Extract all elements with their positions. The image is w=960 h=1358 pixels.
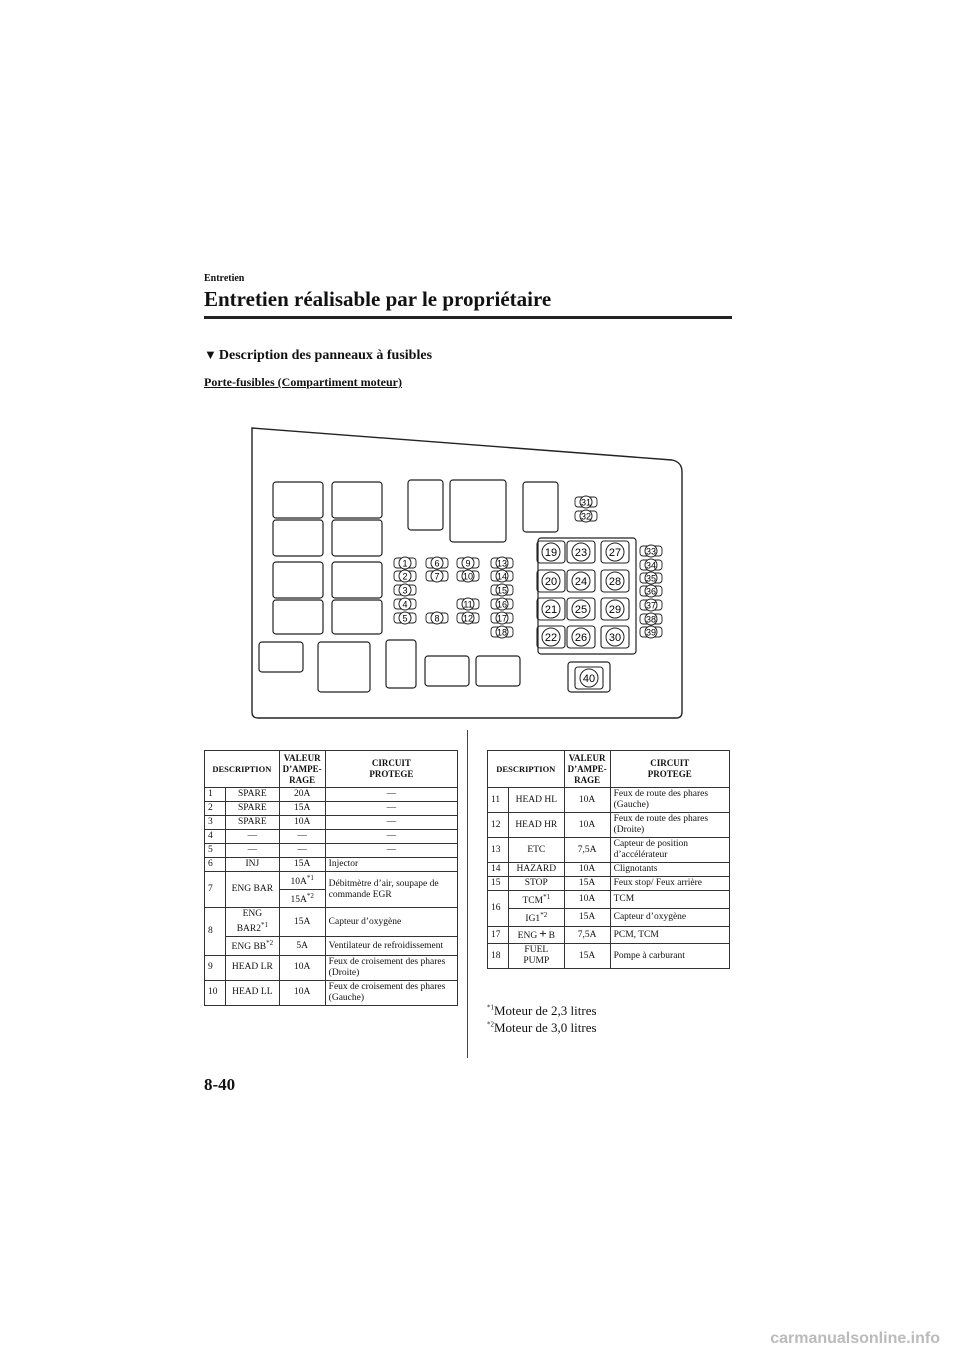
footnote-1: $^{*1}$Moteur de 2,3 litres — [487, 1003, 597, 1018]
table-row: 5 — — — — [205, 844, 458, 858]
fuse-slot-29 — [601, 598, 629, 620]
fuse-slot-18 — [491, 626, 513, 638]
fuse-label: 31 — [580, 497, 592, 508]
table-row: 10 HEAD LL 10A Feux de croisement des phares (Gauche) — [205, 980, 458, 1005]
table-header-row — [205, 751, 458, 788]
triangle-down-icon: ▼ — [204, 347, 217, 362]
column-divider — [467, 730, 468, 1058]
fuse-slot-33 — [640, 545, 662, 557]
header-description: DESCRIPTION — [205, 751, 280, 788]
fuse-slot-12 — [457, 612, 479, 624]
fuse-slot-36 — [640, 585, 662, 597]
fuse-slot-34 — [640, 559, 662, 571]
fuse-label: 19 — [544, 547, 558, 559]
fuse-slot-28 — [601, 570, 629, 592]
fuse-label: 18 — [496, 627, 508, 638]
fuse-label: 27 — [608, 547, 622, 559]
fuse-slot-1 — [394, 557, 416, 569]
fuse-label: 23 — [574, 547, 588, 559]
table-row: 1 SPARE 20A — — [205, 788, 458, 802]
fuse-label: 22 — [544, 632, 558, 644]
fuse-label: 14 — [496, 571, 508, 582]
fuse-slot-6 — [426, 557, 448, 569]
fuse-label: 26 — [574, 632, 588, 644]
fuse-label: 36 — [645, 586, 657, 597]
fuse-slot-39 — [640, 626, 662, 638]
fuse-label: 4 — [402, 599, 408, 610]
fuse-slot-15 — [491, 584, 513, 596]
subheading-text: Description des panneaux à fusibles — [218, 348, 433, 363]
fuse-label: 24 — [574, 576, 588, 588]
fuse-slot-19 — [537, 541, 565, 563]
table-row: 16 TCM$^{*1}$ 10A TCM — [488, 891, 730, 909]
fuse-label: 6 — [434, 558, 440, 569]
fuse-label: 39 — [645, 627, 657, 638]
fuse-label: 7 — [434, 571, 440, 582]
fuse-label: 21 — [544, 604, 558, 616]
fuse-label: 38 — [645, 614, 657, 625]
fuse-slot-3 — [394, 584, 416, 596]
fuse-slot-30 — [601, 626, 629, 648]
fuse-table-right — [487, 750, 730, 969]
fuse-slot-10 — [457, 570, 479, 582]
fuse-label: 10 — [462, 571, 474, 582]
fuse-label: 32 — [580, 511, 592, 522]
fuse-label: 9 — [465, 558, 471, 569]
header-description: DESCRIPTION — [488, 751, 565, 788]
table-row: 6 INJ 15A Injector — [205, 858, 458, 872]
fuse-label: 16 — [496, 599, 508, 610]
fuse-label: 40 — [582, 673, 596, 685]
fuse-label: 17 — [496, 613, 508, 624]
fuse-slot-40 — [575, 667, 603, 689]
watermark: carmanualsonline.info — [770, 1330, 940, 1347]
fuse-label: 20 — [544, 576, 558, 588]
fuse-label: 13 — [496, 558, 508, 569]
fuse-slot-24 — [567, 570, 595, 592]
fuse-slot-21 — [537, 598, 565, 620]
fuse-label: 15 — [496, 585, 508, 596]
fuse-slot-23 — [567, 541, 595, 563]
fuse-slot-20 — [537, 570, 565, 592]
footnote-2: $^{*2}$Moteur de 3,0 litres — [487, 1020, 597, 1035]
fuse-label: 34 — [645, 560, 657, 571]
fuse-slot-35 — [640, 572, 662, 584]
table-row: 11 HEAD HL 10A Feux de route des phares (Gauche) — [488, 788, 730, 813]
table-row: 2 SPARE 15A — — [205, 802, 458, 816]
fuse-slot-38 — [640, 613, 662, 625]
fuse-slot-37 — [640, 599, 662, 611]
fuse-label: 28 — [608, 576, 622, 588]
fuse-label: 25 — [574, 604, 588, 616]
header-circuit: CIRCUIT PROTEGE — [325, 751, 457, 788]
table-row: 18 FUEL PUMP 15A Pompe à carburant — [488, 944, 730, 969]
fuse-label: 3 — [402, 585, 408, 596]
page-title: Entretien réalisable par le propriétaire — [204, 287, 552, 311]
table-row: 13 ETC 7,5A Capteur de position d’accélérateur — [488, 838, 730, 863]
fuse-label: 33 — [645, 546, 657, 557]
table-row: 8 ENG BAR2$^{*1}$ 15A Capteur d’oxygène — [205, 908, 458, 937]
fuse-label: 35 — [645, 573, 657, 584]
fuse-block-caption: Porte-fusibles (Compartiment moteur) — [204, 375, 402, 389]
table-row: 4 — — — — [205, 830, 458, 844]
table-row: 14 HAZARD 10A Clignotants — [488, 863, 730, 877]
fuse-slot-16 — [491, 598, 513, 610]
fuse-label: 5 — [402, 613, 408, 624]
plus-icon: + — [539, 926, 547, 942]
fuse-slot-17 — [491, 612, 513, 624]
fuse-slot-7 — [426, 570, 448, 582]
fuse-slot-13 — [491, 557, 513, 569]
fuse-label: 37 — [645, 600, 657, 611]
table-row: 9 HEAD LR 10A Feux de croisement des phares (Droite) — [205, 955, 458, 980]
section-label: Entretien — [204, 273, 245, 284]
table-row: 12 HEAD HR 10A Feux de route des phares (Droite) — [488, 813, 730, 838]
header-rating: VALEUR D’AMPE- RAGE — [279, 751, 325, 788]
header-rating: VALEUR D’AMPE- RAGE — [564, 751, 610, 788]
title-rule — [204, 316, 732, 319]
table-row: 17 ENG + B 7,5A PCM, TCM — [488, 927, 730, 944]
fuse-slot-9 — [457, 557, 479, 569]
fuse-slot-27 — [601, 541, 629, 563]
fuse-label: 8 — [434, 613, 440, 624]
fuse-slot-11 — [457, 598, 479, 610]
table-row: IG1$^{*2}$ 15A Capteur d’oxygène — [488, 909, 730, 927]
table-row: 7 ENG BAR $10A^{*1}$ Débitmètre d’air, soupape de commande EGR — [205, 872, 458, 890]
fuse-label: 29 — [608, 604, 622, 616]
page-number: 8-40 — [204, 1075, 236, 1094]
table-row: ENG BB$^{*2}$ 5A Ventilateur de refroidissement — [205, 937, 458, 955]
table-row: 3 SPARE 10A — — [205, 816, 458, 830]
fuse-slot-5 — [394, 612, 416, 624]
table-row: $15A^{*2}$ — [205, 890, 458, 908]
table-header-row — [488, 751, 730, 788]
subheading — [204, 347, 432, 364]
fuse-slot-31 — [575, 496, 597, 508]
fuse-label: 12 — [462, 613, 474, 624]
fuse-label: 1 — [402, 558, 408, 569]
fuse-label: 30 — [608, 632, 622, 644]
fuse-slot-4 — [394, 598, 416, 610]
fuse-label: 2 — [402, 571, 408, 582]
fuse-label: 11 — [463, 599, 473, 610]
fuse-slot-32 — [575, 510, 597, 522]
fuse-table-left — [204, 750, 458, 1006]
table-row: 15 STOP 15A Feux stop/ Feux arrière — [488, 877, 730, 891]
fuse-slot-2 — [394, 570, 416, 582]
fuse-block-diagram — [240, 420, 690, 720]
fuse-slot-22 — [537, 626, 565, 648]
fuse-slot-14 — [491, 570, 513, 582]
fuse-slot-25 — [567, 598, 595, 620]
fuse-slot-26 — [567, 626, 595, 648]
fuse-slot-8 — [426, 612, 448, 624]
header-circuit: CIRCUIT PROTEGE — [610, 751, 729, 788]
